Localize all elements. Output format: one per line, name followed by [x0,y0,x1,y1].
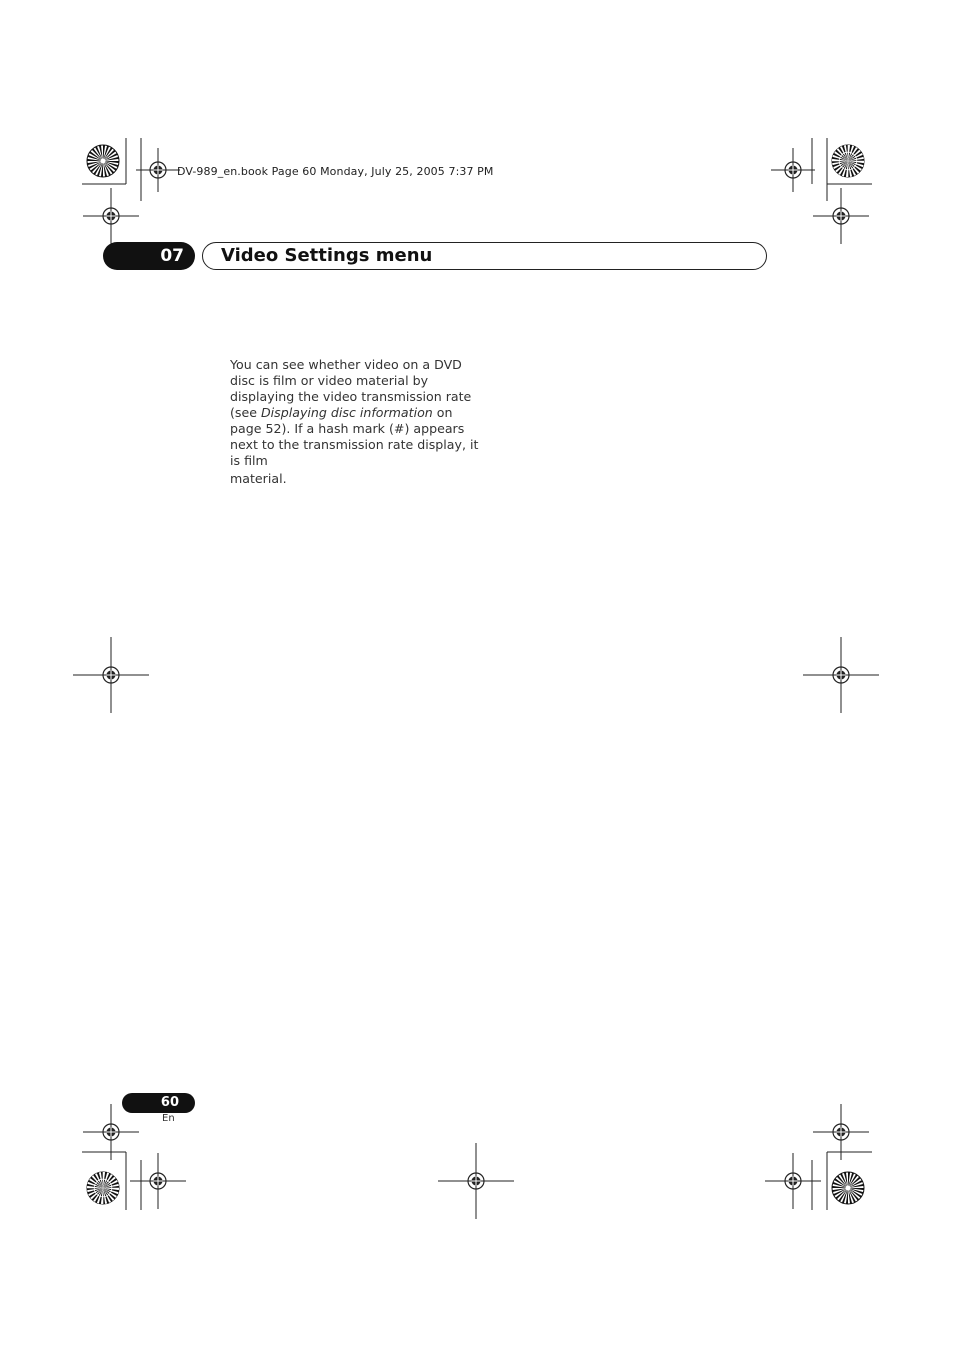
registration-mark-bottom-center [438,1143,514,1219]
body-text-part1: You can see whether video on a DVD disc is film or video material by displaying the video transmission rate (see [230,357,472,420]
registration-mark-mid-right [803,637,879,713]
body-paragraph [230,357,480,487]
file-slug: DV-989_en.book Page 60 Monday, July 25, 2005 7:37 PM [177,165,494,178]
chapter-title: Video Settings menu [221,245,433,266]
registration-mark-upper-right [813,188,869,244]
chapter-number-badge: 07 [103,242,195,270]
cross-reference: Displaying disc information [260,405,433,420]
registration-mark-bottom-right-inner [765,1153,821,1209]
star-target-bottom-left [87,1172,119,1204]
star-target-bottom-right [832,1172,864,1204]
registration-mark-top-right-inner [771,148,815,192]
registration-mark-top-left-inner [136,148,180,192]
page-language: En [162,1113,175,1124]
registration-mark-mid-left [73,637,149,713]
registration-mark-bottom-left-inner [130,1153,186,1209]
star-target-top-left [87,145,119,177]
body-text-last: material. [230,471,287,486]
star-target-top-right [832,145,864,177]
body-text-part2: on page 52). If a hash mark (#) appears next to the transmission rate display, it is film [230,405,479,468]
registration-mark-upper-left [83,188,139,244]
page-number-badge: 60 [122,1093,195,1113]
crop-lines-top-left [82,138,872,1210]
